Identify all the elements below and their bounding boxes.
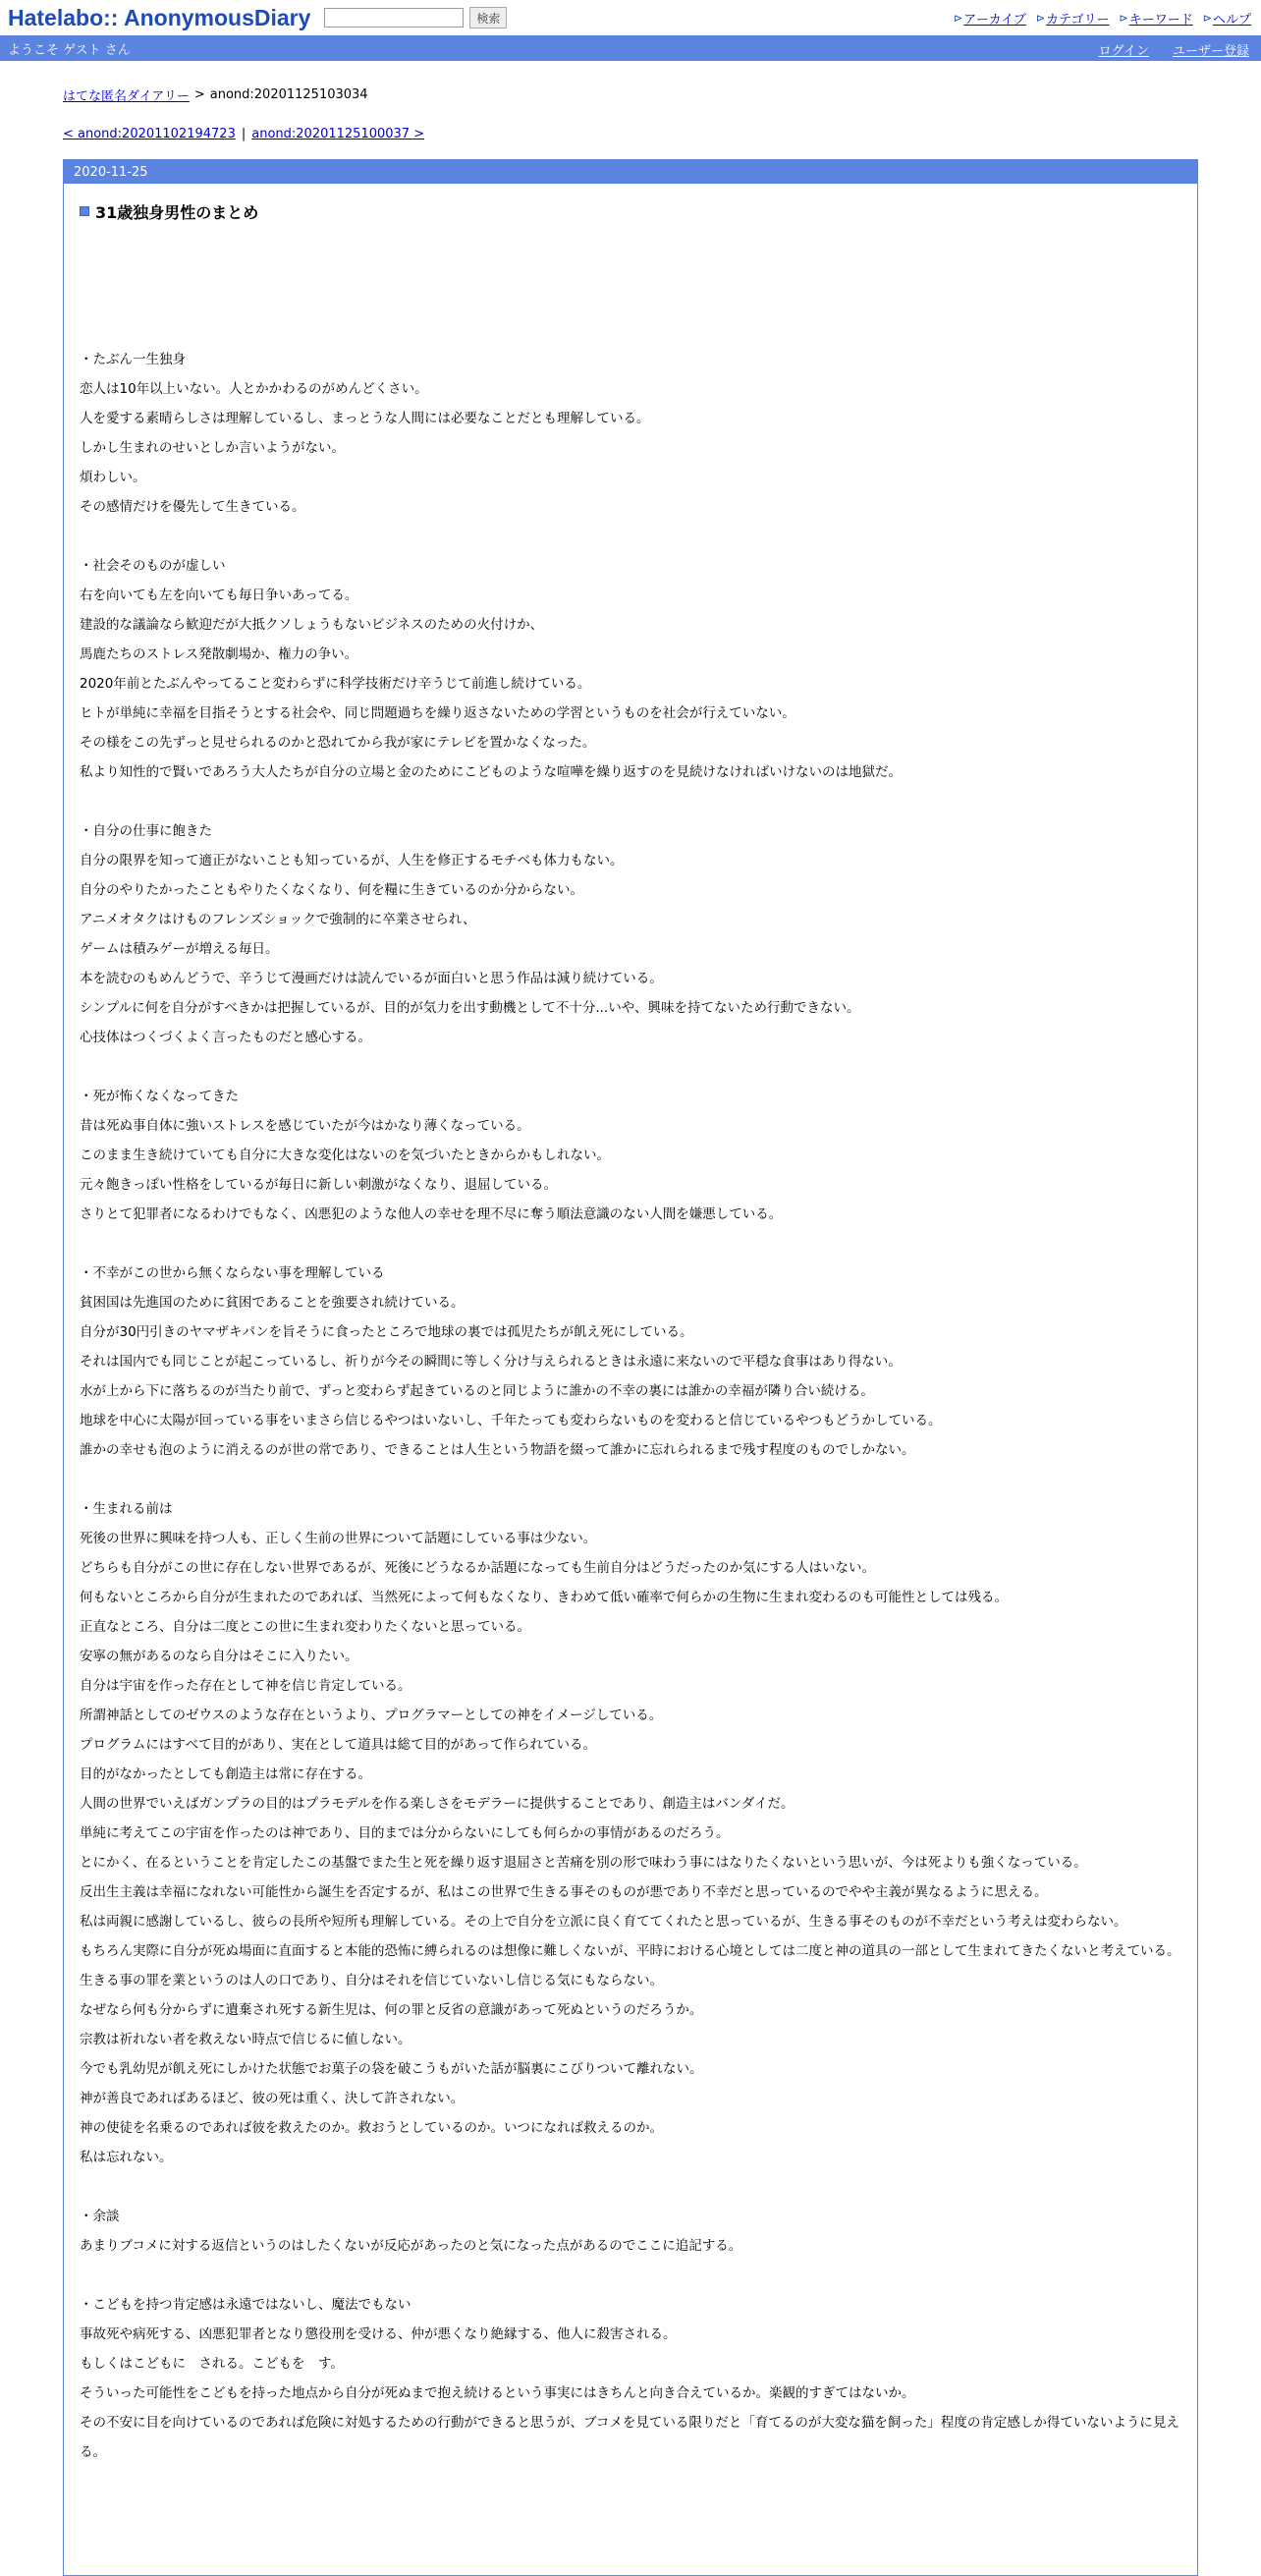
entry-section <box>80 1259 1181 1465</box>
body-line: 所謂神話としてのゼウスのような存在というより、プログラマーとしての神をイメージしている。 <box>80 1708 663 1723</box>
pager <box>63 124 1198 143</box>
entry-section <box>80 345 1181 522</box>
body-line: 誰かの幸せも泡のように消えるのが世の常であり、できることは人生という物語を綴って誰かに忘れられるまで残す程度のものでしかない。 <box>80 1442 915 1458</box>
body-line: 元々飽きっぽい性格をしているが毎日に新しい刺激がなくなり、退屈している。 <box>80 1177 557 1193</box>
entry-section <box>80 1082 1181 1229</box>
entry-title-text: 31歳独身男性のまとめ <box>95 202 259 222</box>
body-line: 心技体はつくづくよく言ったものだと感心する。 <box>80 1030 371 1045</box>
user-links <box>1099 40 1249 59</box>
body-line: 神が善良であればあるほど、彼の死は重く、決して許されない。 <box>80 2091 465 2106</box>
body-line: 恋人は10年以上いない。人とかかわるのがめんどくさい。 <box>80 381 428 397</box>
body-line: 水が上から下に落ちるのが当たり前で、ずっと変わらず起きているのと同じように誰かの不幸の裏には誰かの幸福が隣り合い続ける。 <box>80 1383 874 1399</box>
section-heading: ・たぶん一生独身 <box>80 352 186 367</box>
body-line: どちらも自分がこの世に存在しない世界であるが、死後にどうなるか話題になっても生前自分はどうだったのか気にする人はいない。 <box>80 1560 875 1576</box>
entry-section <box>80 1494 1181 2172</box>
body-line: 神の使徒を名乗るのであれば彼を救えたのか。救おうとしているのか。いつになれば救えるのか。 <box>80 2120 663 2136</box>
entry-body <box>80 345 1181 2467</box>
nav-keyword[interactable] <box>1120 9 1193 28</box>
login-link[interactable]: ログイン <box>1098 44 1149 59</box>
body-line: 私より知性的で賢いであろう大人たちが自分の立場と金のためにこどものような喧嘩を繰り返すのを見続けなければいけないのは地獄だ。 <box>80 764 902 780</box>
section-heading: ・こどもを持つ肯定感は永遠ではないし、魔法でもない <box>80 2297 411 2313</box>
register-link[interactable]: ユーザー登録 <box>1172 44 1249 59</box>
section-heading: ・生まれる前は <box>80 1501 173 1517</box>
main-content <box>63 61 1198 2576</box>
arrow-icon: ⊳ <box>1035 12 1046 25</box>
breadcrumb-home[interactable]: はてな匿名ダイアリー <box>63 88 190 104</box>
body-line: 馬鹿たちのストレス発散劇場か、権力の争い。 <box>80 646 358 662</box>
body-line: 反出生主義は幸福になれない可能性から誕生を否定するが、私はこの世界で生きる事そのものが悪であり不幸だと思っているのでやや主義が異なるように思える。 <box>80 1884 1048 1900</box>
nav-category[interactable] <box>1036 9 1110 28</box>
arrow-icon: ⊳ <box>954 12 963 25</box>
top-nav <box>954 9 1251 28</box>
entry-section <box>80 551 1181 787</box>
body-line: 地球を中心に太陽が回っている事をいまさら信じるやつはいないし、千年たっても変わらないものを変わると信じているやつもどうかしている。 <box>80 1413 942 1428</box>
body-line: このまま生き続けていても自分に大きな変化はないのを気づいたときからかもしれない。 <box>80 1148 610 1163</box>
body-line: 自分のやりたかったこともやりたくなくなり、何を糧に生きているのか分からない。 <box>80 882 583 898</box>
body-line: 正直なところ、自分は二度とこの世に生まれ変わりたくないと思っている。 <box>80 1619 530 1635</box>
body-line: なぜなら何も分からずに遺棄され死する新生児は、何の罪と反省の意識があって死ぬというのだろうか。 <box>80 2002 703 2018</box>
body-line: 自分が30円引きのヤマザキパンを旨そうに食ったところで地球の裏では孤児たちが飢え死にしている。 <box>80 1324 693 1340</box>
breadcrumb <box>63 84 1198 104</box>
body-line: その様をこの先ずっと見せられるのかと恐れてから我が家にテレビを置かなくなった。 <box>80 735 596 751</box>
body-line: 今でも乳幼児が飢え死にしかけた状態でお菓子の袋を破こうもがいた話が脳裏にこびりついて離れない。 <box>80 2061 703 2077</box>
nav-help-link[interactable]: ヘルプ <box>1212 13 1251 28</box>
body-line: それは国内でも同じことが起こっているし、祈りが今その瞬間に等しく分け与えられるときは永遠に来ないので平穏な食事はあり得ない。 <box>80 1354 902 1370</box>
body-line: 煩わしい。 <box>80 470 146 485</box>
body-line: 単純に考えてこの宇宙を作ったのは神であり、目的までは分からないにしても何らかの事情があるのだろう。 <box>80 1825 730 1841</box>
body-line: あまりブコメに対する返信というのはしたくないが反応があったのと気になった点があるのでここに追記する。 <box>80 2238 742 2254</box>
body-line: 2020年前とたぶんやってること変わらずに科学技術だけ辛うじて前進し続けている。 <box>80 676 591 692</box>
nav-category-link[interactable]: カテゴリー <box>1046 13 1110 28</box>
body-line: 何もないところから自分が生まれたのであれば、当然死によって何もなくなり、きわめて低い確率で何らかの生物に生まれ変わるのも可能性としては残る。 <box>80 1590 1008 1605</box>
entry-title <box>80 199 1181 223</box>
section-heading: ・自分の仕事に飽きた <box>80 823 212 839</box>
body-line: その不安に目を向けているのであれば危険に対処するための行動ができると思うが、ブコメを見ている限りだと「育てるのが大変な猫を飼った」程度の肯定感しか得ていないように見える。 <box>80 2415 1179 2460</box>
body-line: アニメオタクはけものフレンズショックで強制的に卒業させられ、 <box>80 912 476 927</box>
arrow-icon: ⊳ <box>1202 12 1212 25</box>
day-body <box>64 199 1197 2467</box>
section-heading: ・余談 <box>80 2209 120 2224</box>
body-line: 安寧の無があるのなら自分はそこに入りたい。 <box>80 1649 358 1664</box>
body-line: 貧困国は先進国のために貧困であることを強要され続けている。 <box>80 1295 465 1311</box>
entry-section <box>80 2202 1181 2261</box>
entry-section <box>80 816 1181 1052</box>
body-line: 死後の世界に興味を持つ人も、正しく生前の世界について話題にしている事は少ない。 <box>80 1531 597 1546</box>
day-date: 2020-11-25 <box>64 160 1197 184</box>
body-line: ゲームは積みゲーが増える毎日。 <box>80 941 279 957</box>
nav-help[interactable] <box>1203 9 1251 28</box>
pager-separator: | <box>241 126 247 141</box>
body-line: 私は両親に感謝しているし、彼らの長所や短所も理解している。その上で自分を立派に良く育ててくれたと思っているが、生きる事そのものが不幸だという考えは変わらない。 <box>80 1914 1127 1930</box>
section-heading: ・社会そのものが虚しい <box>80 558 226 574</box>
body-line: 事故死や病死する、凶悪犯罪者となり懲役刑を受ける、仲が悪くなり絶縁する、他人に殺害される。 <box>80 2326 677 2342</box>
body-line: プログラムにはすべて目的があり、実在として道具は総て目的があって作られている。 <box>80 1737 596 1753</box>
body-line: 本を読むのもめんどうで、辛うじて漫画だけは読んでいるが面白いと思う作品は減り続けている。 <box>80 971 663 986</box>
breadcrumb-current: anond:20201125103034 <box>209 86 368 102</box>
body-line: もしくはこどもに される。こどもを す。 <box>80 2356 344 2372</box>
breadcrumb-separator: > <box>193 86 205 102</box>
body-line: 自分は宇宙を作った存在として神を信じ肯定している。 <box>80 1678 411 1694</box>
arrow-icon: ⊳ <box>1119 12 1128 25</box>
day-section <box>63 159 1198 2576</box>
site-logo[interactable]: Hatelabo:: AnonymousDiary <box>8 4 311 30</box>
body-line: もちろん実際に自分が死ぬ場面に直面すると本能的恐怖に縛られるのは想像に難しくないが、平時における心境としては二度と神の道具の一部として生まれてきたくないと考えている。 <box>80 1943 1180 1959</box>
body-line: シンプルに何を自分がすべきかは把握しているが、目的が気力を出す動機として不十分...いや、興味を持てないため行動できない。 <box>80 1000 860 1016</box>
body-line: 目的がなかったとしても創造主は常に存在する。 <box>80 1766 371 1782</box>
entry-section <box>80 2290 1181 2467</box>
body-line: 昔は死ぬ事自体に強いストレスを感じていたが今はかなり薄くなっている。 <box>80 1118 530 1134</box>
body-line: 宗教は祈れない者を救えない時点で信じるに値しない。 <box>80 2032 411 2047</box>
body-line: 私は忘れない。 <box>80 2150 173 2165</box>
section-heading: ・死が怖くなくなってきた <box>80 1089 239 1104</box>
body-line: 人間の世界でいえばガンプラの目的はプラモデルを作る楽しさをモデラーに提供することであり、創造主はバンダイだ。 <box>80 1796 795 1812</box>
body-line: とにかく、在るということを肯定したこの基盤でまた生と死を繰り返す退屈さと苦痛を別の形で味わう事にはなりたくないという思いが、今は死よりも強くなっている。 <box>80 1855 1087 1871</box>
body-line: 生きる事の罪を業というのは人の口であり、自分はそれを信じていないし信じる気にもならない。 <box>80 1973 663 1988</box>
next-entry-link[interactable]: anond:20201125100037 > <box>251 126 425 141</box>
body-line: 自分の限界を知って適正がないことも知っているが、人生を修正するモチベも体力もない。 <box>80 853 624 868</box>
prev-entry-link[interactable]: < anond:20201102194723 <box>63 126 236 141</box>
user-bar <box>0 35 1261 61</box>
body-line: しかし生まれのせいとしか言いようがない。 <box>80 440 345 456</box>
body-line: 右を向いても左を向いても毎日争いあってる。 <box>80 588 358 603</box>
welcome-text: ようこそ ゲスト さん <box>8 42 131 58</box>
body-line: そういった可能性をこどもを持った地点から自分が死ぬまで抱え続けるという事実にはきちんと向き合えているか。楽観的すぎてはないか。 <box>80 2385 915 2401</box>
search-button[interactable]: 検索 <box>469 7 507 28</box>
search-input[interactable] <box>324 8 464 28</box>
nav-archive[interactable] <box>954 9 1026 28</box>
body-line: 人を愛する素晴らしさは理解しているし、まっとうな人間には必要なことだとも理解している。 <box>80 411 650 426</box>
square-icon[interactable] <box>80 206 89 216</box>
top-header <box>0 0 1261 35</box>
body-line: 建設的な議論なら歓迎だが大抵クソしょうもないビジネスのための火付けか、 <box>80 617 544 633</box>
body-line: その感情だけを優先して生きている。 <box>80 499 305 515</box>
nav-keyword-link[interactable]: キーワード <box>1128 13 1193 28</box>
section-heading: ・不幸がこの世から無くならない事を理解している <box>80 1265 385 1281</box>
body-line: さりとて犯罪者になるわけでもなく、凶悪犯のような他人の幸せを理不尽に奪う順法意識のない人間を嫌悪している。 <box>80 1206 783 1222</box>
nav-archive-link[interactable]: アーカイブ <box>963 13 1026 28</box>
body-line: ヒトが単純に幸福を目指そうとする社会や、同じ問題過ちを繰り返さないための学習というものを社会が行えていない。 <box>80 705 795 721</box>
